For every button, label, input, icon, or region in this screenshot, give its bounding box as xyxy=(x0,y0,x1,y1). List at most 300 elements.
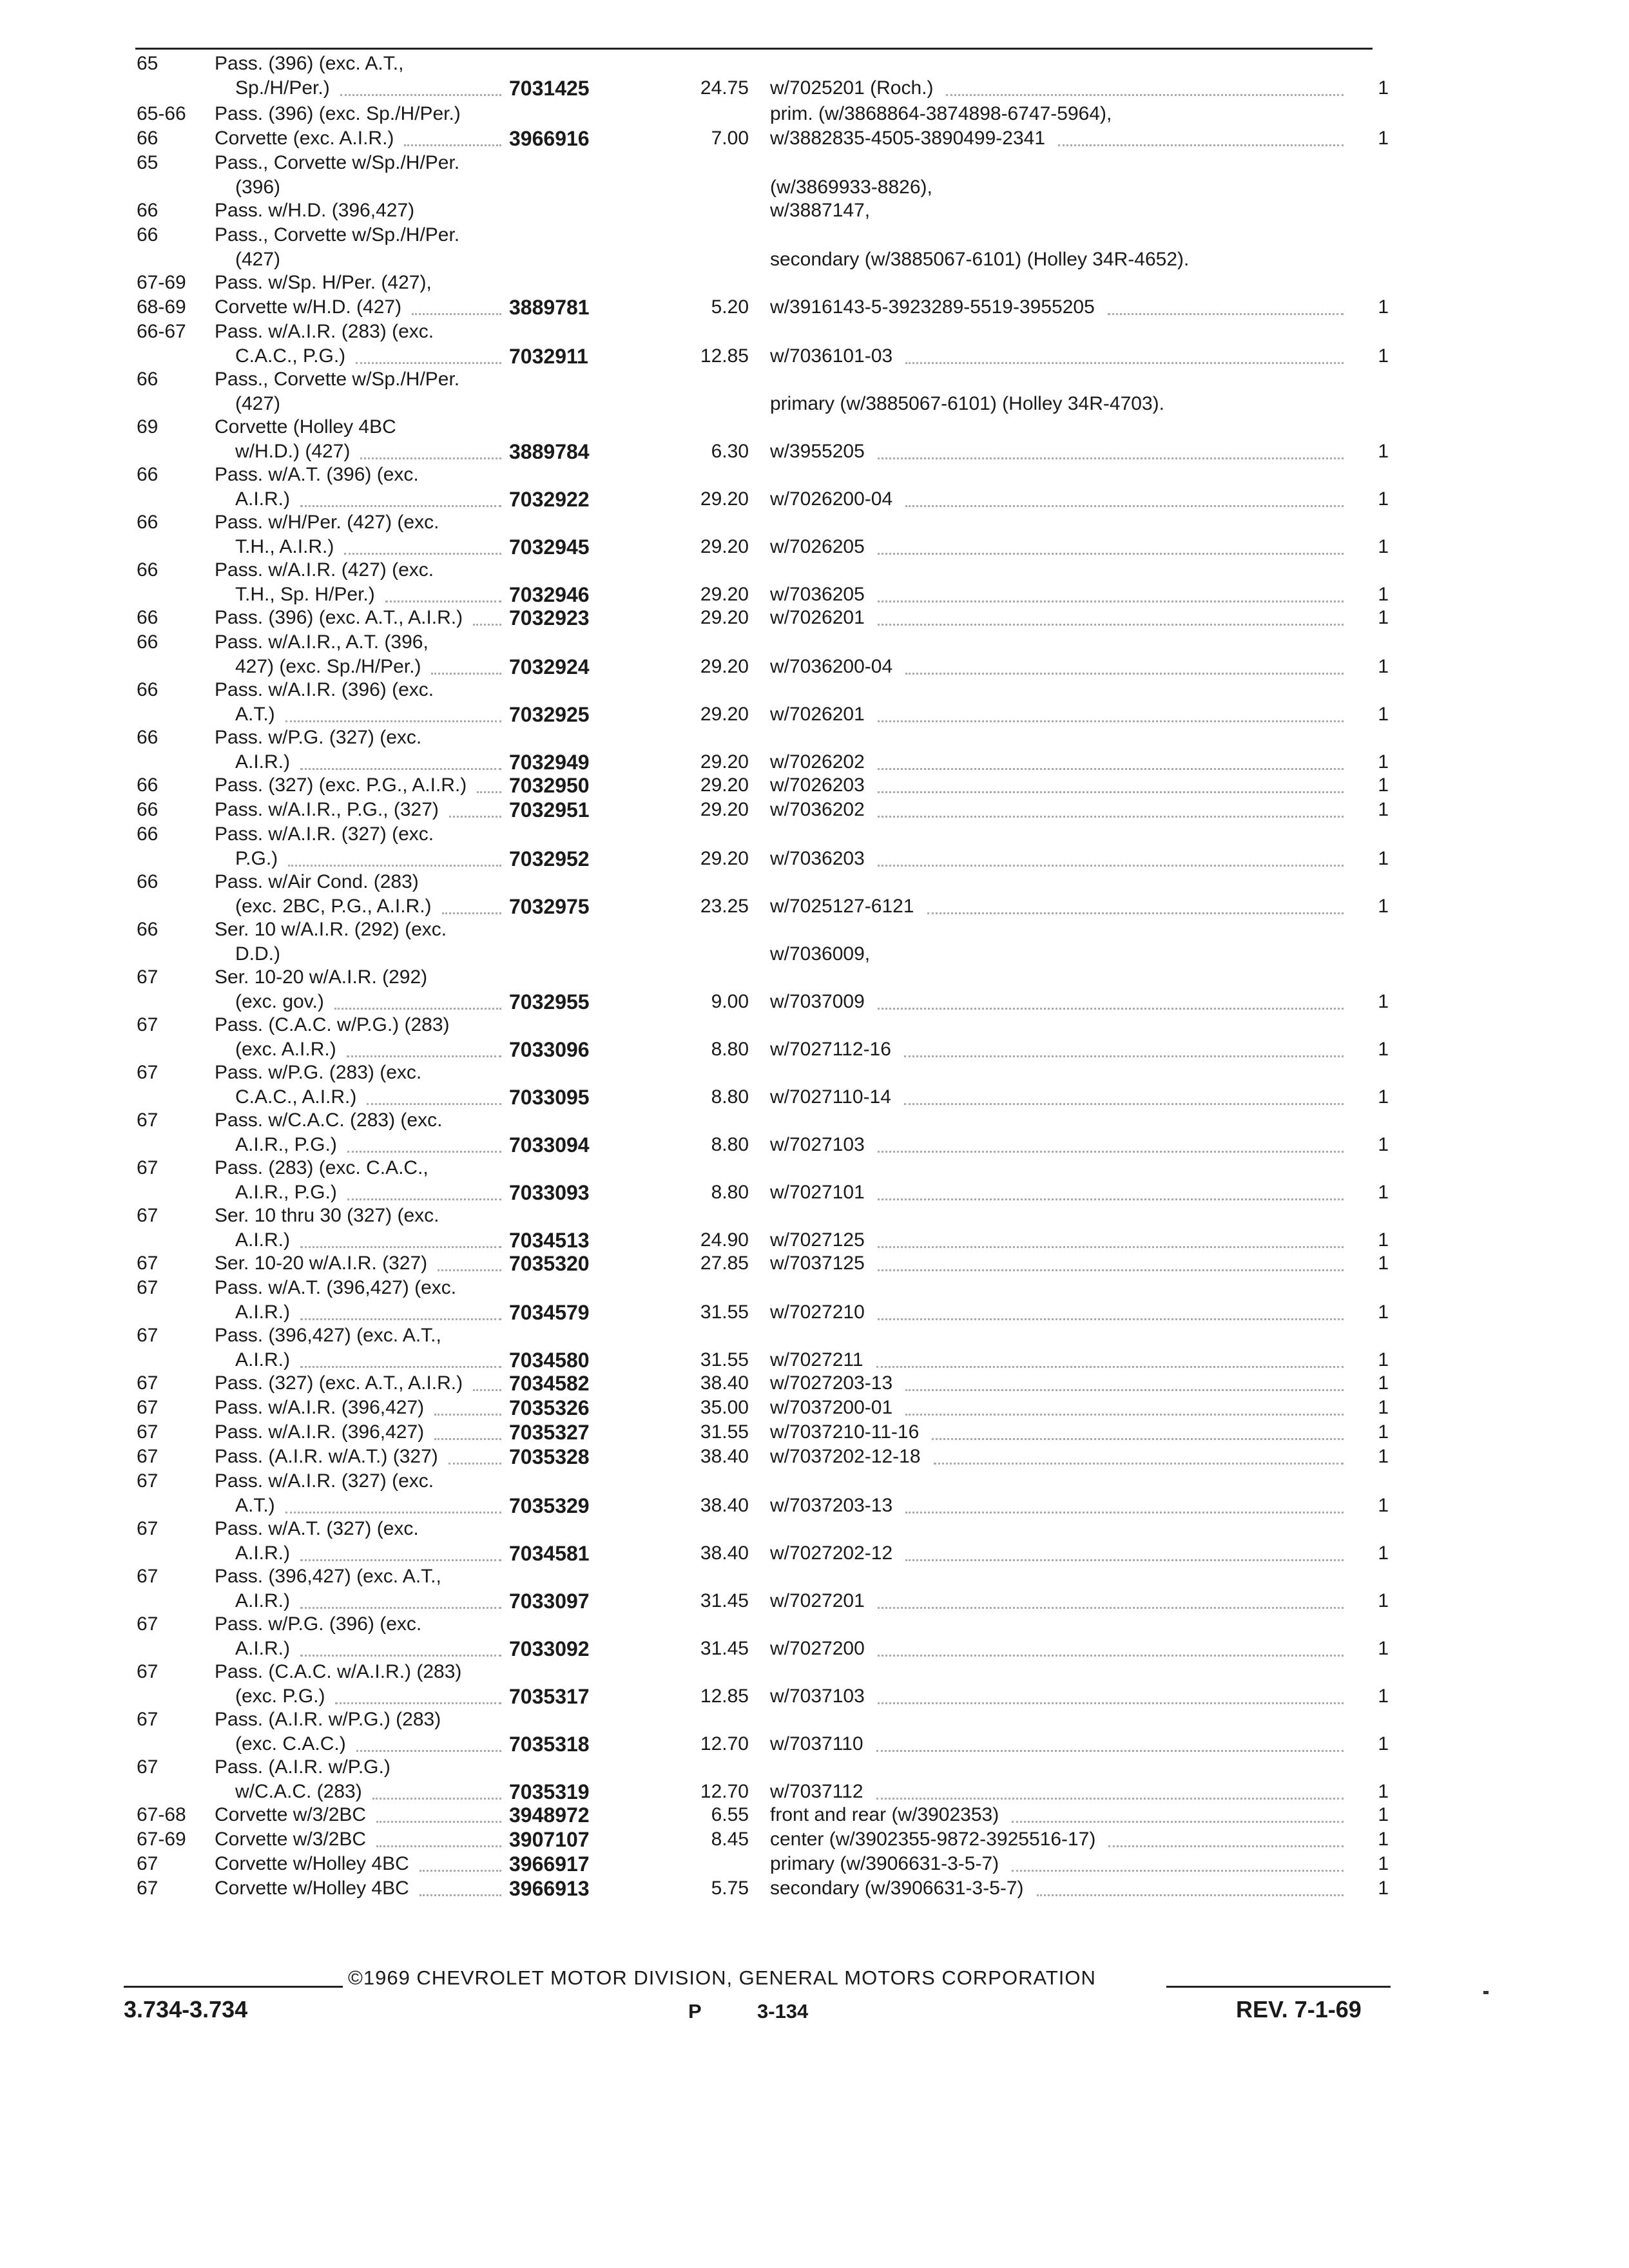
application-description: Pass. w/H.D. (396,427) xyxy=(215,200,415,221)
leader-dots xyxy=(905,1559,1344,1561)
entry-line xyxy=(0,367,1629,392)
usage-reference: w/7037112 xyxy=(770,1781,863,1802)
leader-dots xyxy=(904,1055,1344,1057)
entry-line xyxy=(0,894,1629,919)
application-description: C.A.C., P.G.) xyxy=(235,345,346,367)
entry-line xyxy=(0,320,1629,344)
model-year: 67 xyxy=(137,966,159,988)
leader-dots xyxy=(878,1246,1344,1248)
application-description: Pass. w/P.G. (283) (exc. xyxy=(215,1062,422,1083)
model-year: 66 xyxy=(137,224,159,245)
application-description: Pass. (396,427) (exc. A.T., xyxy=(215,1325,441,1346)
part-number: 3907107 xyxy=(509,1828,590,1851)
application-description: Pass. w/A.I.R. (396) (exc. xyxy=(215,679,434,700)
part-number: 7035320 xyxy=(509,1252,590,1275)
list-price: 31.55 xyxy=(700,1302,749,1323)
leader-dots xyxy=(449,816,501,818)
leader-dots xyxy=(385,601,501,602)
model-year: 67 xyxy=(137,1325,159,1346)
model-year: 65 xyxy=(137,152,159,173)
usage-reference: w/3955205 xyxy=(770,441,865,462)
application-description: Pass. (396) (exc. A.T., A.I.R.) xyxy=(215,607,463,628)
application-description: Pass. w/A.I.R. (327) (exc. xyxy=(215,1470,434,1492)
entry-line xyxy=(0,247,1629,272)
application-description: A.I.R.) xyxy=(235,1349,291,1370)
leader-dots xyxy=(434,1438,501,1440)
entry-line xyxy=(0,678,1629,702)
list-price: 12.85 xyxy=(700,345,749,367)
application-description: A.T.) xyxy=(235,704,275,725)
application-description: (427) xyxy=(235,249,281,270)
header-rule xyxy=(135,48,1373,50)
application-description: Pass., Corvette w/Sp./H/Per. xyxy=(215,152,460,173)
application-description: Pass. w/P.G. (327) (exc. xyxy=(215,727,422,748)
application-description: (exc. P.G.) xyxy=(235,1686,325,1707)
part-number: 7032924 xyxy=(509,655,590,678)
usage-reference: w/7037125 xyxy=(770,1253,865,1274)
usage-reference: w/7036203 xyxy=(770,848,865,869)
part-number: 7032949 xyxy=(509,751,590,774)
leader-dots xyxy=(442,912,501,914)
leader-dots xyxy=(285,720,501,722)
entry-line xyxy=(0,1156,1629,1180)
usage-reference: w/3916143-5-3923289-5519-3955205 xyxy=(770,296,1095,318)
quantity: 1 xyxy=(1378,1829,1389,1850)
application-description: (exc. A.I.R.) xyxy=(235,1039,336,1060)
part-number: 3966917 xyxy=(509,1852,590,1876)
model-year: 65 xyxy=(137,53,159,74)
usage-reference: w/7037210-11-16 xyxy=(770,1421,920,1443)
quantity: 1 xyxy=(1378,1134,1389,1155)
footer-rule-left xyxy=(124,1986,343,1988)
list-price: 6.30 xyxy=(711,441,749,462)
entry-line xyxy=(0,1204,1629,1228)
part-number: 7032951 xyxy=(509,798,590,822)
part-number: 7034579 xyxy=(509,1301,590,1324)
leader-dots xyxy=(878,1269,1344,1271)
leader-dots xyxy=(905,505,1344,507)
entry-line xyxy=(0,535,1629,559)
entry-line xyxy=(0,750,1629,774)
usage-reference: front and rear (w/3902353) xyxy=(770,1804,999,1825)
quantity: 1 xyxy=(1378,536,1389,557)
usage-reference: w/7036101-03 xyxy=(770,345,893,367)
list-price: 38.40 xyxy=(700,1446,749,1467)
quantity: 1 xyxy=(1378,296,1389,318)
entry-line xyxy=(0,942,1629,966)
list-price: 8.80 xyxy=(711,1039,749,1060)
application-description: Pass. (327) (exc. P.G., A.I.R.) xyxy=(215,774,467,796)
application-description: (exc. gov.) xyxy=(235,991,324,1012)
leader-dots xyxy=(300,1246,501,1248)
quantity: 1 xyxy=(1378,991,1389,1012)
entry-line xyxy=(0,415,1629,439)
list-price: 8.45 xyxy=(711,1829,749,1850)
entry-line xyxy=(0,1228,1629,1253)
list-price: 29.20 xyxy=(700,704,749,725)
application-description: (exc. 2BC, P.G., A.I.R.) xyxy=(235,896,432,917)
entry-line xyxy=(0,702,1629,727)
usage-reference: w/7026205 xyxy=(770,536,865,557)
part-number: 7032925 xyxy=(509,703,590,726)
copyright-notice: ©1969 CHEVROLET MOTOR DIVISION, GENERAL MOTORS CORPORATION xyxy=(348,1966,1096,1989)
application-description: Ser. 10 w/A.I.R. (292) (exc. xyxy=(215,919,447,940)
leader-dots xyxy=(404,144,501,146)
entry-line xyxy=(0,798,1629,822)
part-number: 7035328 xyxy=(509,1445,590,1468)
leader-dots xyxy=(347,1198,501,1200)
leader-dots xyxy=(876,1750,1344,1752)
quantity: 1 xyxy=(1378,774,1389,796)
entry-line xyxy=(0,1108,1629,1133)
usage-reference: w/7027110-14 xyxy=(770,1086,891,1108)
leader-dots xyxy=(905,673,1344,675)
list-price: 5.20 xyxy=(711,296,749,318)
model-year: 67 xyxy=(137,1372,159,1394)
leader-dots xyxy=(376,1821,501,1823)
application-description: Pass. (A.I.R. w/P.G.) (283) xyxy=(215,1709,441,1730)
model-year: 66 xyxy=(137,607,159,628)
application-description: Pass. w/A.I.R. (396,427) xyxy=(215,1421,425,1443)
leader-dots xyxy=(878,1008,1344,1010)
leader-dots xyxy=(1058,144,1344,146)
leader-dots xyxy=(300,1318,501,1320)
model-year: 67 xyxy=(137,1853,159,1874)
entry-line xyxy=(0,1612,1629,1637)
list-price: 27.85 xyxy=(700,1253,749,1274)
model-year: 67 xyxy=(137,1470,159,1492)
entry-line xyxy=(0,295,1629,320)
usage-reference: w/7027201 xyxy=(770,1590,865,1611)
usage-reference: w/7037203-13 xyxy=(770,1495,893,1516)
part-number: 7033095 xyxy=(509,1086,590,1109)
model-year: 67 xyxy=(137,1421,159,1443)
application-description: Pass. (283) (exc. C.A.C., xyxy=(215,1157,429,1178)
entry-line xyxy=(0,1371,1629,1396)
quantity: 1 xyxy=(1378,1638,1389,1659)
page-number: 3-134 xyxy=(757,2000,809,2023)
list-price: 12.70 xyxy=(700,1733,749,1754)
application-description: Corvette w/Holley 4BC xyxy=(215,1853,409,1874)
entry-line xyxy=(0,1396,1629,1420)
entry-line xyxy=(0,1445,1629,1469)
model-year: 67 xyxy=(137,1878,159,1899)
quantity: 1 xyxy=(1378,1446,1389,1467)
leader-dots xyxy=(419,1870,501,1872)
quantity: 1 xyxy=(1378,1302,1389,1323)
leader-dots xyxy=(434,1414,501,1416)
leader-dots xyxy=(1108,313,1344,315)
leader-dots xyxy=(878,601,1344,602)
model-year: 67-68 xyxy=(137,1804,186,1825)
leader-dots xyxy=(876,1366,1344,1368)
application-description: D.D.) xyxy=(235,943,280,965)
entry-line xyxy=(0,773,1629,798)
entry-line xyxy=(0,1133,1629,1157)
usage-reference: w/7027210 xyxy=(770,1302,865,1323)
leader-dots xyxy=(356,362,501,364)
leader-dots xyxy=(419,1894,501,1896)
part-number: 7035327 xyxy=(509,1421,590,1444)
application-description: Pass. w/A.T. (396) (exc. xyxy=(215,464,419,485)
entry-line xyxy=(0,1469,1629,1494)
entry-line xyxy=(0,126,1629,151)
part-number: 7032955 xyxy=(509,990,590,1014)
list-price: 29.20 xyxy=(700,751,749,773)
list-price: 29.20 xyxy=(700,488,749,510)
leader-dots xyxy=(878,1655,1344,1657)
part-number: 7033097 xyxy=(509,1590,590,1613)
entry-line xyxy=(0,271,1629,295)
model-year: 67 xyxy=(137,1518,159,1539)
entry-line xyxy=(0,76,1629,101)
leader-dots xyxy=(905,362,1344,364)
entry-line xyxy=(0,1013,1629,1037)
entry-line xyxy=(0,392,1629,416)
entry-line xyxy=(0,1037,1629,1062)
usage-reference: w/7027101 xyxy=(770,1182,865,1203)
leader-dots xyxy=(934,1463,1344,1465)
model-year: 66 xyxy=(137,369,159,390)
quantity: 1 xyxy=(1378,1397,1389,1418)
model-year: 67 xyxy=(137,1205,159,1226)
part-number: 7035326 xyxy=(509,1396,590,1419)
list-price: 8.80 xyxy=(711,1182,749,1203)
entry-line xyxy=(0,965,1629,990)
list-price: 29.20 xyxy=(700,607,749,628)
leader-dots xyxy=(473,624,501,626)
leader-dots xyxy=(347,1151,501,1153)
leader-dots xyxy=(300,1655,501,1657)
usage-reference: w/7027103 xyxy=(770,1134,865,1155)
entry-line xyxy=(0,102,1629,126)
quantity: 1 xyxy=(1378,1590,1389,1611)
entry-line xyxy=(0,1780,1629,1804)
quantity: 1 xyxy=(1378,1421,1389,1443)
leader-dots xyxy=(300,1366,501,1368)
entry-line xyxy=(0,151,1629,175)
model-year: 67 xyxy=(137,1397,159,1418)
quantity: 1 xyxy=(1378,488,1389,510)
leader-dots xyxy=(946,94,1344,96)
entry-line xyxy=(0,439,1629,464)
quantity: 1 xyxy=(1378,1495,1389,1516)
usage-reference: w/7027112-16 xyxy=(770,1039,891,1060)
model-year: 67 xyxy=(137,1446,159,1467)
revision-date: REV. 7-1-69 xyxy=(1236,1996,1362,2023)
application-description: A.T.) xyxy=(235,1495,275,1516)
model-year: 66 xyxy=(137,464,159,485)
margin-mark xyxy=(1483,1991,1489,1994)
application-description: w/H.D.) (427) xyxy=(235,441,351,462)
model-year: 67 xyxy=(137,1277,159,1298)
application-description: Corvette w/3/2BC xyxy=(215,1829,367,1850)
entry-line xyxy=(0,726,1629,750)
part-number: 7034581 xyxy=(509,1542,590,1565)
leader-dots xyxy=(876,1798,1344,1800)
model-year: 66 xyxy=(137,631,159,653)
part-number: 3966916 xyxy=(509,127,590,150)
entry-line xyxy=(0,52,1629,76)
part-number: 7032911 xyxy=(509,345,588,368)
application-description: Pass. (396) (exc. A.T., xyxy=(215,53,404,74)
leader-dots xyxy=(1108,1845,1344,1847)
part-number: 3889781 xyxy=(509,296,590,319)
application-description: Pass. w/A.T. (396,427) (exc. xyxy=(215,1277,457,1298)
list-price: 8.80 xyxy=(711,1134,749,1155)
part-number: 7034580 xyxy=(509,1349,590,1372)
application-description: Ser. 10-20 w/A.I.R. (292) xyxy=(215,966,428,988)
leader-dots xyxy=(477,791,501,793)
application-description: Pass. (327) (exc. A.T., A.I.R.) xyxy=(215,1372,463,1394)
model-year: 68-69 xyxy=(137,296,186,318)
model-year: 66 xyxy=(137,512,159,533)
quantity: 1 xyxy=(1378,441,1389,462)
part-number: 7035329 xyxy=(509,1494,590,1517)
entry-line xyxy=(0,822,1629,847)
part-number: 3889784 xyxy=(509,440,590,463)
list-price: 31.55 xyxy=(700,1349,749,1370)
model-year: 66 xyxy=(137,919,159,940)
application-description: Pass. (A.I.R. w/P.G.) xyxy=(215,1756,390,1778)
entry-line xyxy=(0,1589,1629,1613)
list-price: 29.20 xyxy=(700,536,749,557)
part-number: 7031425 xyxy=(509,77,590,100)
model-year: 66 xyxy=(137,727,159,748)
usage-reference: w/7027125 xyxy=(770,1229,865,1251)
quantity: 1 xyxy=(1378,1086,1389,1108)
application-description: Pass. (C.A.C. w/P.G.) (283) xyxy=(215,1014,450,1035)
application-description: Pass. w/Sp. H/Per. (427), xyxy=(215,272,432,293)
leader-dots xyxy=(335,1702,501,1704)
application-description: Pass. w/A.I.R. (396,427) xyxy=(215,1397,425,1418)
quantity: 1 xyxy=(1378,704,1389,725)
application-description: Pass. w/H/Per. (427) (exc. xyxy=(215,512,439,533)
application-description: A.I.R.) xyxy=(235,488,291,510)
entry-line xyxy=(0,630,1629,655)
part-number: 7033092 xyxy=(509,1637,590,1660)
entry-line xyxy=(0,606,1629,630)
application-description: A.I.R.) xyxy=(235,1302,291,1323)
application-description: Pass. w/A.T. (327) (exc. xyxy=(215,1518,419,1539)
usage-reference: w/7027200 xyxy=(770,1638,865,1659)
model-year: 67 xyxy=(137,1661,159,1682)
application-description: Ser. 10 thru 30 (327) (exc. xyxy=(215,1205,439,1226)
entry-line xyxy=(0,344,1629,369)
part-number: 7033096 xyxy=(509,1038,590,1061)
application-description: Pass. w/P.G. (396) (exc. xyxy=(215,1613,422,1635)
model-year: 66 xyxy=(137,128,159,149)
model-year: 67 xyxy=(137,1613,159,1635)
leader-dots xyxy=(300,768,501,770)
quantity: 1 xyxy=(1378,77,1389,99)
model-year: 66-67 xyxy=(137,321,186,342)
page-label: P xyxy=(688,2000,702,2023)
quantity: 1 xyxy=(1378,1686,1389,1707)
usage-reference: w/7026201 xyxy=(770,704,865,725)
entry-line xyxy=(0,1494,1629,1518)
entry-line xyxy=(0,1564,1629,1589)
application-description: Corvette w/Holley 4BC xyxy=(215,1878,409,1899)
model-year: 66 xyxy=(137,799,159,820)
usage-reference: w/7026201 xyxy=(770,607,865,628)
leader-dots xyxy=(334,1008,501,1010)
quantity: 1 xyxy=(1378,607,1389,628)
entry-line xyxy=(0,1517,1629,1541)
application-description: w/C.A.C. (283) xyxy=(235,1781,362,1802)
application-description: A.I.R., P.G.) xyxy=(235,1134,337,1155)
leader-dots xyxy=(905,1512,1344,1514)
entry-line xyxy=(0,463,1629,487)
entry-line xyxy=(0,1684,1629,1709)
application-description: Pass., Corvette w/Sp./H/Per. xyxy=(215,224,460,245)
leader-dots xyxy=(1012,1870,1344,1872)
model-year: 67 xyxy=(137,1157,159,1178)
list-price: 7.00 xyxy=(711,128,749,149)
part-number: 7035317 xyxy=(509,1685,590,1708)
model-year: 66 xyxy=(137,774,159,796)
quantity: 1 xyxy=(1378,656,1389,677)
application-description: Pass. w/A.I.R. (427) (exc. xyxy=(215,559,434,581)
leader-dots xyxy=(300,1607,501,1609)
application-description: Corvette (exc. A.I.R.) xyxy=(215,128,394,149)
entry-line xyxy=(0,1061,1629,1085)
application-description: Pass. w/A.I.R., A.T. (396, xyxy=(215,631,429,653)
application-description: T.H., A.I.R.) xyxy=(235,536,334,557)
quantity: 1 xyxy=(1378,345,1389,367)
part-number: 7032975 xyxy=(509,895,590,918)
list-price: 8.80 xyxy=(711,1086,749,1108)
usage-reference: w/7027202-12 xyxy=(770,1542,893,1564)
usage-reference: w/7036202 xyxy=(770,799,865,820)
list-price: 9.00 xyxy=(711,991,749,1012)
list-price: 31.45 xyxy=(700,1590,749,1611)
entry-line xyxy=(0,1707,1629,1732)
application-description: A.I.R.) xyxy=(235,1638,291,1659)
leader-dots xyxy=(347,1055,501,1057)
application-description: A.I.R.) xyxy=(235,751,291,773)
application-description: Ser. 10-20 w/A.I.R. (327) xyxy=(215,1253,428,1274)
entry-line xyxy=(0,1637,1629,1661)
application-description: Pass. w/A.I.R., P.G., (327) xyxy=(215,799,439,820)
entry-line xyxy=(0,1827,1629,1852)
application-description: Corvette w/3/2BC xyxy=(215,1804,367,1825)
leader-dots xyxy=(412,313,501,315)
entry-line xyxy=(0,870,1629,894)
quantity: 1 xyxy=(1378,751,1389,773)
quantity: 1 xyxy=(1378,1878,1389,1899)
quantity: 1 xyxy=(1378,1804,1389,1825)
list-price: 35.00 xyxy=(700,1397,749,1418)
application-description: Corvette w/H.D. (427) xyxy=(215,296,402,318)
model-year: 67 xyxy=(137,1014,159,1035)
list-price: 6.55 xyxy=(711,1804,749,1825)
part-number: 7032946 xyxy=(509,583,590,606)
application-description: Pass. (A.I.R. w/A.T.) (327) xyxy=(215,1446,438,1467)
list-price: 29.20 xyxy=(700,656,749,677)
application-description: A.I.R.) xyxy=(235,1590,291,1611)
usage-reference: w/7026202 xyxy=(770,751,865,773)
entry-line xyxy=(0,1300,1629,1325)
application-description: (427) xyxy=(235,393,281,414)
application-description: Pass., Corvette w/Sp./H/Per. xyxy=(215,369,460,390)
usage-reference: w/3887147, xyxy=(770,200,871,221)
leader-dots xyxy=(344,553,501,555)
model-year: 67 xyxy=(137,1062,159,1083)
entry-line xyxy=(0,990,1629,1014)
model-year: 67-69 xyxy=(137,1829,186,1850)
model-year: 67 xyxy=(137,1566,159,1587)
